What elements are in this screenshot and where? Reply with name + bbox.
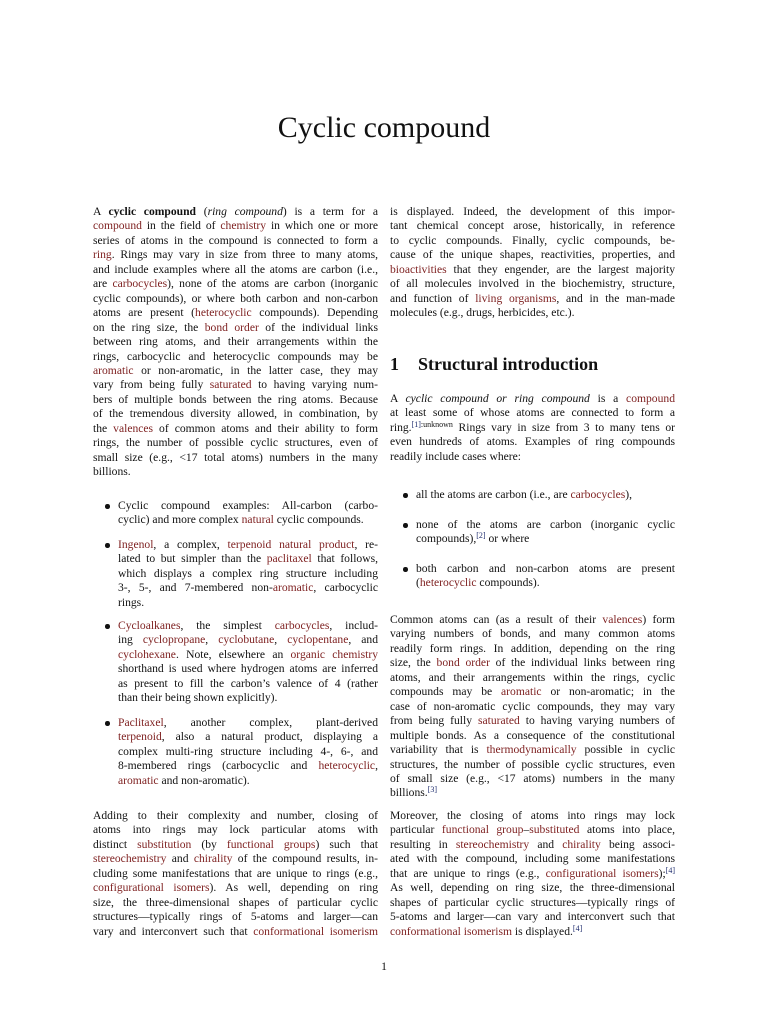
text-run: , another complex, plant-derived [163,716,378,729]
text-line [93,219,378,233]
text-line [118,513,378,527]
text-line [390,234,675,248]
text-line [93,234,378,248]
link[interactable]: saturated [477,714,520,728]
text-run: that are unique to rings (e.g., [390,866,546,880]
example-list-item [118,716,378,788]
text-run: the [93,421,114,435]
text-line [390,758,675,772]
text-line [416,562,675,576]
text-run: possible in cyclic [576,743,675,757]
text-run: of the individual links between ring [489,656,675,670]
text-run: billions. [390,786,428,800]
text-line [93,910,378,924]
text-line [118,552,378,566]
link[interactable]: heterocyclic [419,576,477,590]
text-run: , re- [354,538,378,551]
citation-link[interactable]: [4] [665,865,676,875]
text-run: ring. [390,420,412,434]
text-run: on the ring size, the [93,320,205,334]
link[interactable]: organic chemistry [290,647,379,661]
example-list-item [118,538,378,610]
link[interactable]: aromatic [118,773,159,787]
example-list-item [118,499,378,528]
text-run: cyclic) and more complex [118,513,242,527]
text-line [118,730,378,744]
text-line [416,518,675,532]
text-line [118,745,378,759]
text-run: readily form rings. In addition, depending on the ring [390,641,675,655]
text-run: are [93,277,113,291]
text-line [390,772,675,786]
text-line [390,292,675,306]
text-line [93,422,378,436]
bullet-icon [403,493,408,498]
article-title: Cyclic compound [277,111,491,144]
link[interactable]: chirality [193,852,233,866]
text-run: ); [658,866,666,880]
text-run: between ring atoms, and their arrangements within the [93,335,378,349]
text-run: cyclic compounds), or where both carbon and non-carbon [93,291,378,305]
text-run: tant chemical concept arose, historically, in reference [390,219,675,233]
text-run: As well, depending on ring size, the three-dimensional [390,881,675,895]
stereochemistry-paragraph [390,809,675,939]
text-line [390,685,675,699]
text-line [390,627,675,641]
text-run: ) such that [315,837,378,851]
text-run: Common atoms can (as a result of their [390,613,603,626]
text-line [390,743,675,757]
text-line [118,633,378,647]
valence-paragraph [390,613,675,801]
text-line [390,700,675,714]
text-run: is displayed. [512,924,573,938]
text-run: . Note, elsewhere an [175,647,291,661]
text-line [390,421,675,435]
link[interactable]: cyclohexane [118,647,176,661]
text-run: ) is a term for a [282,205,378,218]
text-run: is displayed. Indeed, the development of this impor- [390,205,675,218]
text-run: , the simplest [180,619,275,632]
text-run: case of non-aromatic cyclic compounds, they may vary [390,699,675,713]
text-run: structures—typically rings of 5-atoms and larger—can [93,910,378,924]
link[interactable]: terpenoid [118,730,162,744]
text-run: resulting in [390,837,456,851]
text-line [118,619,378,633]
text-line [390,786,675,800]
text-run: , [375,759,378,773]
text-run: readily include cases where: [390,449,522,463]
text-run: of common atoms and their ability to form [153,421,379,435]
link[interactable]: compound [93,219,142,233]
text-run: vary and interconvert such that [93,924,254,938]
text-line [118,581,378,595]
text-line [93,838,378,852]
text-line [93,465,378,479]
text-line [390,714,675,728]
text-line [93,335,378,349]
text-run: cyclic compounds. [273,513,364,527]
text-run: rings, carbocyclic and heterocyclic compounds may be [93,349,378,363]
text-run: and function of [390,291,476,305]
text-run: of the individual links [258,320,378,334]
text-line [390,277,675,291]
text-run: is a [589,392,627,405]
text-run: variability that is [390,743,487,757]
text-run: cluding some manifestations that are unique to rings (e.g., [93,866,378,880]
text-run: small size (e.g., <17 total atoms) numbers in the many [93,450,378,464]
text-line [390,263,675,277]
example-list-item [118,619,378,706]
text-run: multiple bonds. As a consequence of the constitutional [390,728,675,742]
text-run: . Rings may vary in size from three to many atoms, [111,248,378,262]
link[interactable]: carbocycles [570,488,626,501]
text-run: even hundreds of atoms. Examples of ring compounds [390,435,675,449]
text-run: rings, the number of possible cyclic structures, even of [93,436,378,450]
link[interactable]: saturated [209,378,252,392]
citation-link[interactable]: [2] [476,531,486,541]
link[interactable]: carbocycles [112,277,168,291]
text-run: cause of the unique shapes, reactivities, properties, and [390,248,675,262]
link[interactable]: substituted [529,823,580,837]
text-run: vary from being fully [93,378,210,392]
text-run: shorthand is used where hydrogen atoms are inferred [118,662,378,676]
text-line [390,881,675,895]
text-line [390,392,675,406]
link[interactable]: aromatic [501,685,542,699]
text-line [390,925,675,939]
text-line [93,451,378,465]
text-line [93,896,378,910]
text-line [390,656,675,670]
text-line [93,378,378,392]
text-run: ( [416,576,420,590]
text-line [118,499,378,513]
text-run: A [390,392,406,405]
text-run: (by [191,837,227,851]
text-run: atoms are present ( [93,306,196,320]
case-list-item [416,488,675,502]
italic-term: ring compound [207,205,283,218]
link[interactable]: paclitaxel [266,552,312,566]
text-line [93,407,378,421]
text-line [118,567,378,581]
text-run: ), none of the atoms are carbon (inorganic [167,277,378,291]
citation-link[interactable]: [1] [411,419,421,429]
text-line [93,292,378,306]
text-run: than their being shown explicitly). [118,691,278,705]
link[interactable]: functional groups [226,837,316,851]
text-line [93,364,378,378]
text-run: of small size (e.g., <17 atoms) numbers in the many [390,771,675,785]
text-run: shapes of particular cyclic structures—typically rings of [390,895,675,909]
link[interactable]: natural [241,513,274,527]
section-number: 1 [390,354,399,374]
text-run: , and in the man-made [556,291,676,305]
link[interactable]: aromatic [272,581,314,595]
link[interactable]: chemistry [220,219,267,233]
text-line [118,759,378,773]
text-line [118,648,378,662]
text-line [93,306,378,320]
text-run: , also a natural product, displaying a [161,730,378,744]
link[interactable]: thermodynamically [486,743,577,757]
text-line [390,435,675,449]
text-line [390,642,675,656]
link[interactable]: heterocyclic [318,759,376,773]
text-run: atoms into place, [579,823,675,837]
text-line [390,306,675,320]
text-run: being associ- [600,837,675,851]
text-line [390,219,675,233]
link[interactable]: bond order [436,656,490,670]
text-run: from being fully [390,714,478,728]
text-line [93,881,378,895]
complexity-paragraph [93,809,378,939]
link[interactable]: stereochemistry [93,852,167,866]
text-run: to having varying numbers of [519,714,675,728]
text-line [93,809,378,823]
text-run: at least some of whose atoms are connected to form a [390,406,675,420]
link[interactable]: compound [626,392,675,405]
text-line [390,910,675,924]
text-line [118,716,378,730]
text-run: compounds). [476,576,540,590]
text-run: distinct [93,837,138,851]
page-number: 1 [381,960,387,973]
continued-paragraph [390,205,675,321]
text-line [93,393,378,407]
text-run: ated with the compound, including some manifestations [390,852,675,866]
citation-note: :unknown [420,419,453,429]
text-run: series of atoms in the compound is connected to form a [93,233,378,247]
text-line [93,436,378,450]
text-run: and [166,852,194,866]
link[interactable]: valences [113,421,154,435]
text-line [416,532,675,546]
text-run: to cyclic compounds. Finally, cyclic compounds, be- [390,233,675,247]
link[interactable]: aromatic [93,363,134,377]
link[interactable]: Ingenol [118,538,154,551]
bullet-icon [105,721,110,726]
text-line [93,248,378,262]
text-line [390,450,675,464]
text-line [93,277,378,291]
text-run: all the atoms are carbon (i.e., are [416,488,571,501]
text-run: , [205,633,219,647]
text-line [390,823,675,837]
text-line [390,867,675,881]
text-line [390,729,675,743]
link[interactable]: Cycloalkanes [118,619,181,632]
link[interactable]: stereochemistry [455,837,530,851]
text-run: bers of multiple bonds between the ring atoms. Because [93,392,378,406]
link[interactable]: chirality [562,837,601,851]
text-run: size, the [390,656,437,670]
link[interactable]: bond order [204,320,259,334]
text-run: to having varying num- [251,378,378,392]
text-run: varying numbers of bonds, and many common atoms [390,627,675,641]
link[interactable]: heterocyclic [195,306,252,320]
link[interactable]: Paclitaxel [118,716,164,729]
text-run: lated to but simpler than the [118,552,267,566]
text-run: compounds). Depending [251,306,378,320]
text-run: of all molecules involved in the biochemistry, structure, [390,277,675,291]
intro-paragraph [93,205,378,480]
text-line [93,350,378,364]
link[interactable]: configurational isomers [545,866,659,880]
link[interactable]: bioactivities [390,262,447,276]
text-run: both carbon and non-carbon atoms are present [416,562,675,575]
text-run: , and [348,633,379,647]
text-run: or where [485,532,530,546]
text-line [416,576,675,590]
text-run: billions. [93,465,131,479]
text-run: size, the three-dimensional shapes of particular cyclic [93,895,378,909]
text-run: and include examples where all the atoms are carbon (i.e., [93,262,378,276]
link[interactable]: conformational isomerism [390,924,513,938]
text-run: Cyclic compound examples: All-carbon (carbo- [118,499,378,512]
text-run: 8-membered rings (carbocyclic and [118,759,319,773]
text-line [93,263,378,277]
text-run: as present to fill the carbon’s valence of 4 (rather [118,676,378,690]
text-line [390,248,675,262]
text-run: and [529,837,563,851]
case-list-item [416,518,675,547]
section-title: Structural introduction [418,354,599,374]
text-run: – [523,823,530,837]
definition-paragraph [390,392,675,464]
text-run: , includ- [329,619,378,632]
link[interactable]: cyclobutane [218,633,275,647]
text-line [118,662,378,676]
text-run: Adding to their complexity and number, closing of [93,809,378,822]
text-run: that they engender, are the largest majority [446,262,675,276]
text-run: , [274,633,288,647]
text-run: and non-aromatic). [158,773,250,787]
text-run: which displays a complex ring structure including [118,566,378,580]
text-run: ing [118,633,143,647]
text-line [118,774,378,788]
text-line [93,205,378,219]
text-run: complex multi-ring structure including 4-, 6-, and [118,744,378,758]
text-run: of the tremendous diversity allowed, in combination, by [93,407,378,421]
text-run: none of the atoms are carbon (inorganic cyclic [416,518,675,531]
link[interactable]: cyclopentane [287,633,349,647]
text-run: structures, the number of possible cyclic structures, even [390,757,675,771]
link[interactable]: substitution [137,837,192,851]
link[interactable]: terpenoid [227,538,272,551]
bullet-icon [403,567,408,572]
text-run: , a complex, [153,538,228,551]
text-run: in which one or more [266,219,378,233]
citation-link[interactable]: [4] [572,923,583,933]
citation-link[interactable]: [3] [427,785,438,795]
text-line [390,205,675,219]
text-line [93,925,378,939]
text-line [118,677,378,691]
text-line [390,671,675,685]
link[interactable]: living organisms [475,291,557,305]
bullet-icon [105,504,110,509]
text-run: compounds may be [390,685,502,699]
link[interactable]: configurational isomers [93,881,210,895]
text-line [390,838,675,852]
text-line [390,613,675,627]
text-line [390,406,675,420]
text-line [93,823,378,837]
text-run: A [93,205,109,218]
text-line [416,488,675,502]
text-line [390,896,675,910]
text-run: rings. [118,595,145,609]
text-line [118,691,378,705]
text-run: 3-, 5-, and 7-membered non- [118,581,273,595]
text-run: that follows, [311,552,378,566]
link[interactable]: carbocycles [274,619,330,632]
italic-term: cyclic compound or ring compound [405,392,590,405]
text-line [118,538,378,552]
text-run [271,538,279,551]
text-run: in the field of [141,219,221,233]
text-run: or non-aromatic, in the latter case, they may [133,363,378,377]
text-line [118,596,378,610]
bullet-icon [105,624,110,629]
link[interactable]: natural product [279,538,355,551]
link[interactable]: valences [602,613,643,626]
text-run: ( [196,205,208,218]
text-run: 5-atoms and larger—can vary and interconvert such that [390,910,675,924]
link[interactable]: cyclopropane [142,633,206,647]
text-run: or non-aromatic; in the [541,685,675,699]
text-run: ), [625,488,632,501]
text-run: atoms, and their arrangements within the rings, cyclic [390,670,675,684]
text-run: ) form [642,613,675,626]
text-line [93,867,378,881]
text-line [93,852,378,866]
text-run: compounds), [416,532,477,546]
text-line [93,321,378,335]
text-run: molecules (e.g., drugs, herbicides, etc.). [390,306,575,320]
text-run: Moreover, the closing of atoms into rings may lock [390,809,675,822]
link[interactable]: functional group [441,823,524,837]
text-line [390,852,675,866]
text-run: Rings vary in size from 3 to many tens or [452,420,675,434]
text-run: particular [390,823,442,837]
text-run: of the compound results, in- [232,852,378,866]
link[interactable]: ring [93,248,112,262]
link[interactable]: conformational isomerism [253,924,378,938]
text-run: , carbocyclic [313,581,378,595]
text-line [390,809,675,823]
case-list-item [416,562,675,591]
text-run: ). As well, depending on ring [209,881,379,895]
bullet-icon [403,523,408,528]
text-run: atoms into rings may lock particular atoms with [93,823,378,837]
bullet-icon [105,543,110,548]
bold-term: cyclic compound [108,205,196,218]
